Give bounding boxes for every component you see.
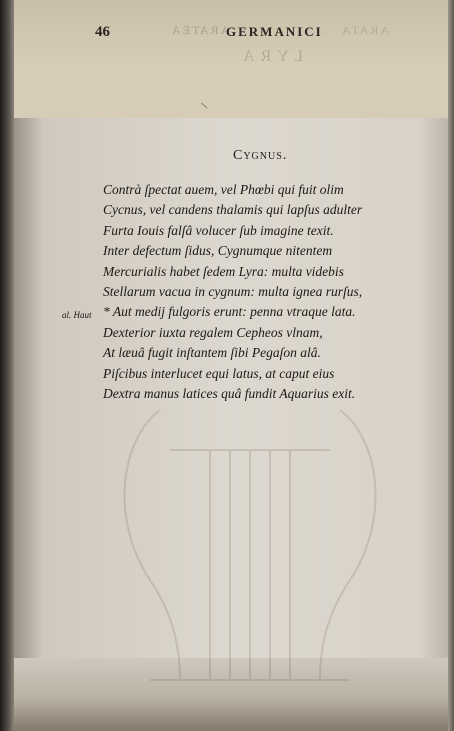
verse-line: Stellarum vacua in cygnum: multa ignea rurſus, <box>103 284 363 300</box>
page-edge <box>448 0 454 731</box>
running-title: GERMANICI <box>226 24 323 39</box>
verse-line: Dexterior iuxta regalem Cepheos vlnam, <box>103 324 323 340</box>
show-through-heading: LYRA <box>237 48 303 65</box>
stray-mark: \ <box>200 100 209 112</box>
page-number: 46 <box>95 24 110 40</box>
marginal-note: al. Haut <box>62 310 92 320</box>
section-title: Cygnus. <box>233 148 288 163</box>
verse-line: Dextra manus latices quâ fundit Aquarius exit. <box>103 386 356 402</box>
show-through-text: ARATEA <box>170 23 230 37</box>
verse-line: Piſcibus interlucet equi latus, at caput eius <box>103 365 335 381</box>
verse-line: Mercurialis habet ſedem Lyra: multa videbis <box>103 263 344 279</box>
verse-line: * Aut medij fulgoris erunt: penna vtraque lata. <box>103 304 356 320</box>
page-top-band <box>8 0 454 118</box>
verse-line: Contrà ſpectat auem, vel Phœbi qui fuit olim <box>103 182 344 197</box>
verse-line: Inter defectum ſidus, Cygnumque nitentem <box>103 243 333 259</box>
verse-block <box>103 180 362 404</box>
verse-line: At læuâ fugit inſtantem ſibi Pegaſon alâ. <box>103 345 321 361</box>
show-through-text: ARATA <box>340 23 390 37</box>
verse-line: Cycnus, vel candens thalamis qui lapſus adulter <box>103 202 363 218</box>
book-binding <box>0 0 14 731</box>
verse-line: Furta Iouis falſâ volucer ſub imagine texit. <box>103 222 334 238</box>
lyre-show-through-illustration <box>90 380 410 710</box>
